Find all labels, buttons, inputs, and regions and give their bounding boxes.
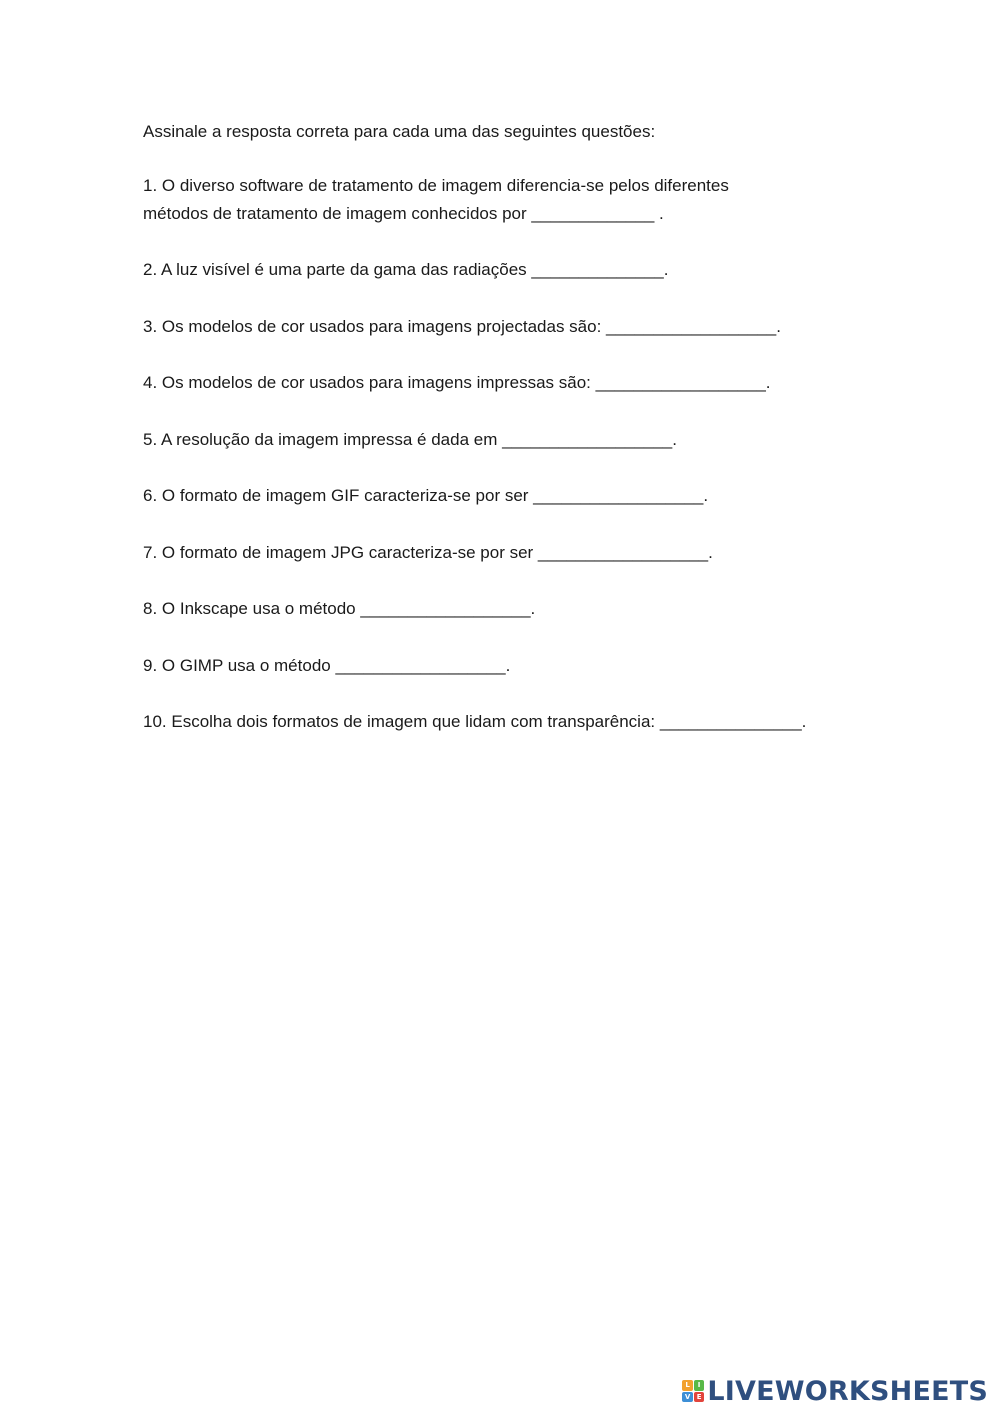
question-4: 4. Os modelos de cor usados para imagens impressas são: __________________. (143, 373, 771, 392)
question-8: 8. O Inkscape usa o método __________________. (143, 599, 536, 618)
logo-letter-v: V (682, 1392, 693, 1403)
question-3: 3. Os modelos de cor usados para imagens projectadas são: __________________. (143, 317, 781, 336)
logo-letter-i: I (694, 1380, 705, 1391)
question-10: 10. Escolha dois formatos de imagem que lidam com transparência: _______________. (143, 712, 807, 731)
question-2: 2. A luz visível é uma parte da gama das radiações ______________. (143, 260, 669, 279)
logo-letter-e: E (694, 1392, 705, 1403)
question-6: 6. O formato de imagem GIF caracteriza-se por ser __________________. (143, 486, 709, 505)
question-5: 5. A resolução da imagem impressa é dada em __________________. (143, 430, 677, 449)
question-9: 9. O GIMP usa o método __________________. (143, 656, 511, 675)
question-1-line-1: 1. O diverso software de tratamento de imagem diferencia-se pelos diferentes (143, 176, 729, 195)
brand-name: LIVEWORKSHEETS (707, 1375, 988, 1407)
question-1-line-2: métodos de tratamento de imagem conhecidos por _____________ . (143, 204, 664, 223)
question-1 (143, 172, 729, 228)
liveworksheets-logo-icon (682, 1380, 704, 1402)
liveworksheets-branding (682, 1374, 988, 1408)
question-7: 7. O formato de imagem JPG caracteriza-se por ser __________________. (143, 543, 713, 562)
logo-letter-l: L (682, 1380, 693, 1391)
instruction-text: Assinale a resposta correta para cada uma das seguintes questões: (143, 122, 656, 141)
